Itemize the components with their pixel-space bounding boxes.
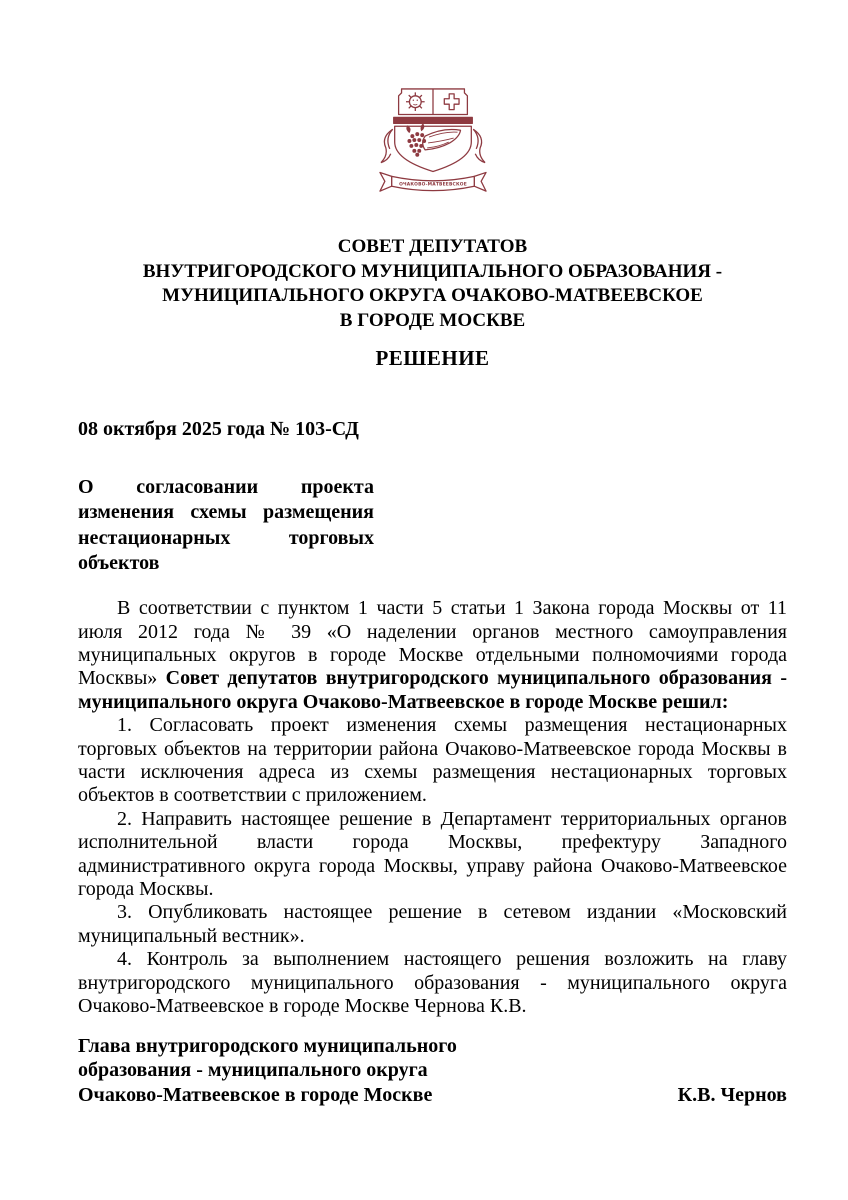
emblem-ribbon-text: ОЧАКОВО-МАТВЕЕВСКОЕ [398,182,467,188]
signature-post-line-2: образования - муниципального округа [78,1059,428,1082]
signature-post-line-3: Очаково-Матвеевское в городе Москве [78,1084,433,1107]
org-header [78,235,787,333]
item-1: 1. Согласовать проект изменения схемы размещения нестационарных торговых объектов на территории района Очаково-Матвеевское города Москвы в части исключения адреса из схемы размещения нестационарных торговых объектов в соответствии с приложением. [78,714,787,807]
signature-post [78,1034,457,1108]
org-name-line-2: ВНУТРИГОРОДСКОГО МУНИЦИПАЛЬНОГО ОБРАЗОВАНИЯ - [142,260,723,282]
item-4: 4. Контроль за выполнением настоящего решения возложить на главу внутригородского муниципального образования - муниципального округа Очаково-Матвеевское в городе Москве Чернова К.В. [78,948,787,1018]
item-3: 3. Опубликовать настоящее решение в сетевом издании «Московский муниципальный вестник». [78,901,787,947]
emblem-cross-icon [444,94,459,110]
emblem-mantling-left [380,129,392,162]
emblem-band [393,117,472,123]
emblem-mantling-right [473,129,485,162]
resolution-body [78,597,787,1018]
emblem-cornucopia-icon [406,123,460,156]
signature-post-line-1: Глава внутригородского муниципального [78,1034,457,1057]
signature-name: К.В. Чернов [677,1084,787,1107]
item-2: 2. Направить настоящее решение в Департамент территориальных органов исполнительной власти города Москвы, префектуру Западного административного округа города Москвы, управу района Очаково-Матвеевское города Москвы. [78,807,787,901]
intro-bold-text: Совет депутатов внутригородского муниципального образования - муниципального округа Очаково-Матвеевское в городе Москве решил: [78,667,787,713]
org-name-line-1: СОВЕТ ДЕПУТАТОВ [337,236,528,257]
intro-regular-text: В соответствии с пунктом 1 части 5 статьи 1 Закона города Москвы от 11 июля 2012 года № 39 «О наделении органов местного самоуправления муниципальных округов в городе Москве отдельными полномочиями города Москвы» [78,597,787,690]
subject-block: О согласовании проекта изменения схемы размещения нестационарных торговых объектов [78,476,374,574]
signature-block [78,1034,787,1108]
org-name-line-3: МУНИЦИПАЛЬНОГО ОКРУГА ОЧАКОВО-МАТВЕЕВСКОЕ [162,285,703,306]
coat-of-arms-emblem [374,86,492,198]
doc-type-title: РЕШЕНИЕ [375,346,490,370]
org-name-line-4: В ГОРОДЕ МОСКВЕ [339,309,526,331]
intro-paragraph [78,597,787,714]
emblem-sun-icon [405,92,424,111]
date-number-line: 08 октября 2025 года № 103-СД [78,418,359,440]
